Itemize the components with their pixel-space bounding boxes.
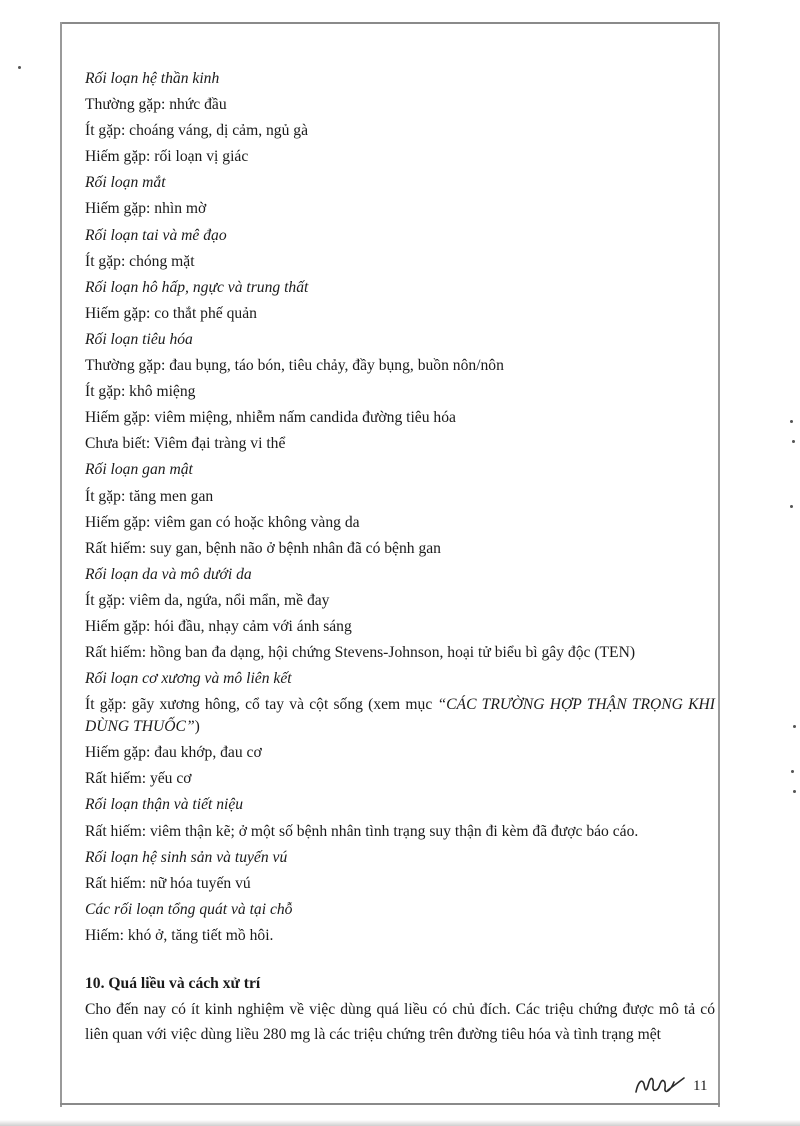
list-item: Hiếm gặp: hói đầu, nhạy cảm với ánh sáng [85,617,352,635]
page-number: 11 [693,1078,708,1094]
list-item: Hiếm gặp: rối loạn vị giác [85,148,249,166]
section-title: 10. Quá liều và cách xử trí [85,975,261,992]
scan-bottom-edge [0,1120,800,1126]
page-border-right [718,22,720,1107]
scan-speck [792,440,795,443]
section-subheading: Rối loạn thận và tiết niệu [85,796,244,814]
list-item: Ít gặp: viêm da, ngứa, nổi mẩn, mề đay [85,591,330,609]
list-item-text: Ít gặp: gãy xương hông, cổ tay và cột sống (xem mục [85,696,438,714]
section-subheading: Rối loạn da và mô dưới da [85,565,252,583]
list-item: Chưa biết: Viêm đại tràng vi thể [85,435,286,453]
section-subheading: Rối loạn mắt [85,174,166,192]
list-item: Rất hiếm: nữ hóa tuyến vú [85,874,251,892]
list-item [85,694,715,738]
list-item: Ít gặp: khô miệng [85,383,196,401]
cross-reference: “CÁC TRƯỜNG HỢP THẬN TRỌNG KHI DÙNG THUỐC” [85,696,715,736]
list-item: Hiếm: khó ở, tăng tiết mồ hôi. [85,926,274,944]
scan-speck [790,420,793,423]
scan-speck [791,770,794,773]
list-item-tail: ) [194,718,200,736]
section-subheading: Rối loạn cơ xương và mô liên kết [85,670,292,688]
section-subheading: Rối loạn hệ sinh sản và tuyến vú [85,848,288,866]
scan-speck [793,725,796,728]
list-item: Rất hiếm: hồng ban đa dạng, hội chứng Stevens-Johnson, hoại tử biểu bì gây độc (TEN) [85,644,636,662]
section-subheading: Rối loạn gan mật [85,461,193,479]
list-item: Rất hiếm: suy gan, bệnh não ở bệnh nhân đã có bệnh gan [85,539,441,557]
section-subheading: Các rối loạn tổng quát và tại chỗ [85,900,293,918]
list-item: Hiếm gặp: co thắt phế quản [85,304,257,322]
list-item: Ít gặp: tăng men gan [85,487,214,505]
page-border-left [60,22,62,1107]
page-border-bottom [60,1103,720,1105]
section-subheading: Rối loạn tiêu hóa [85,330,193,348]
list-item: Hiếm gặp: viêm gan có hoặc không vàng da [85,513,360,531]
list-item: Thường gặp: đau bụng, táo bón, tiêu chảy, đầy bụng, buồn nôn/nôn [85,357,504,375]
section-subheading: Rối loạn tai và mê đạo [85,226,227,244]
list-item: Hiếm gặp: viêm miệng, nhiễm nấm candida đường tiêu hóa [85,409,456,427]
scan-speck [18,66,21,69]
list-item: Rất hiếm: viêm thận kẽ; ở một số bệnh nhân tình trạng suy thận đi kèm đã được báo cáo. [85,822,639,840]
list-item: Hiếm gặp: nhìn mờ [85,200,207,218]
scan-speck [793,790,796,793]
initials-signature [632,1072,694,1100]
list-item: Thường gặp: nhức đầu [85,96,227,114]
section-subheading: Rối loạn hệ thần kinh [85,70,220,87]
document-body [85,66,715,1047]
section-subheading: Rối loạn hô hấp, ngực và trung thất [85,278,309,296]
list-item: Ít gặp: choáng váng, dị cảm, ngủ gà [85,122,309,140]
scan-speck [790,505,793,508]
page-border-top [60,22,720,24]
list-item: Ít gặp: chóng mặt [85,252,195,270]
section-paragraph: Cho đến nay có ít kinh nghiệm về việc dùng quá liều có chủ đích. Các triệu chứng được mô tả có liên quan với việc dùng liều 280 mg là các triệu chứng trên đường tiêu hóa và tình trạng mệt [85,1001,715,1043]
list-item: Rất hiếm: yếu cơ [85,770,192,788]
list-item: Hiếm gặp: đau khớp, đau cơ [85,744,262,762]
